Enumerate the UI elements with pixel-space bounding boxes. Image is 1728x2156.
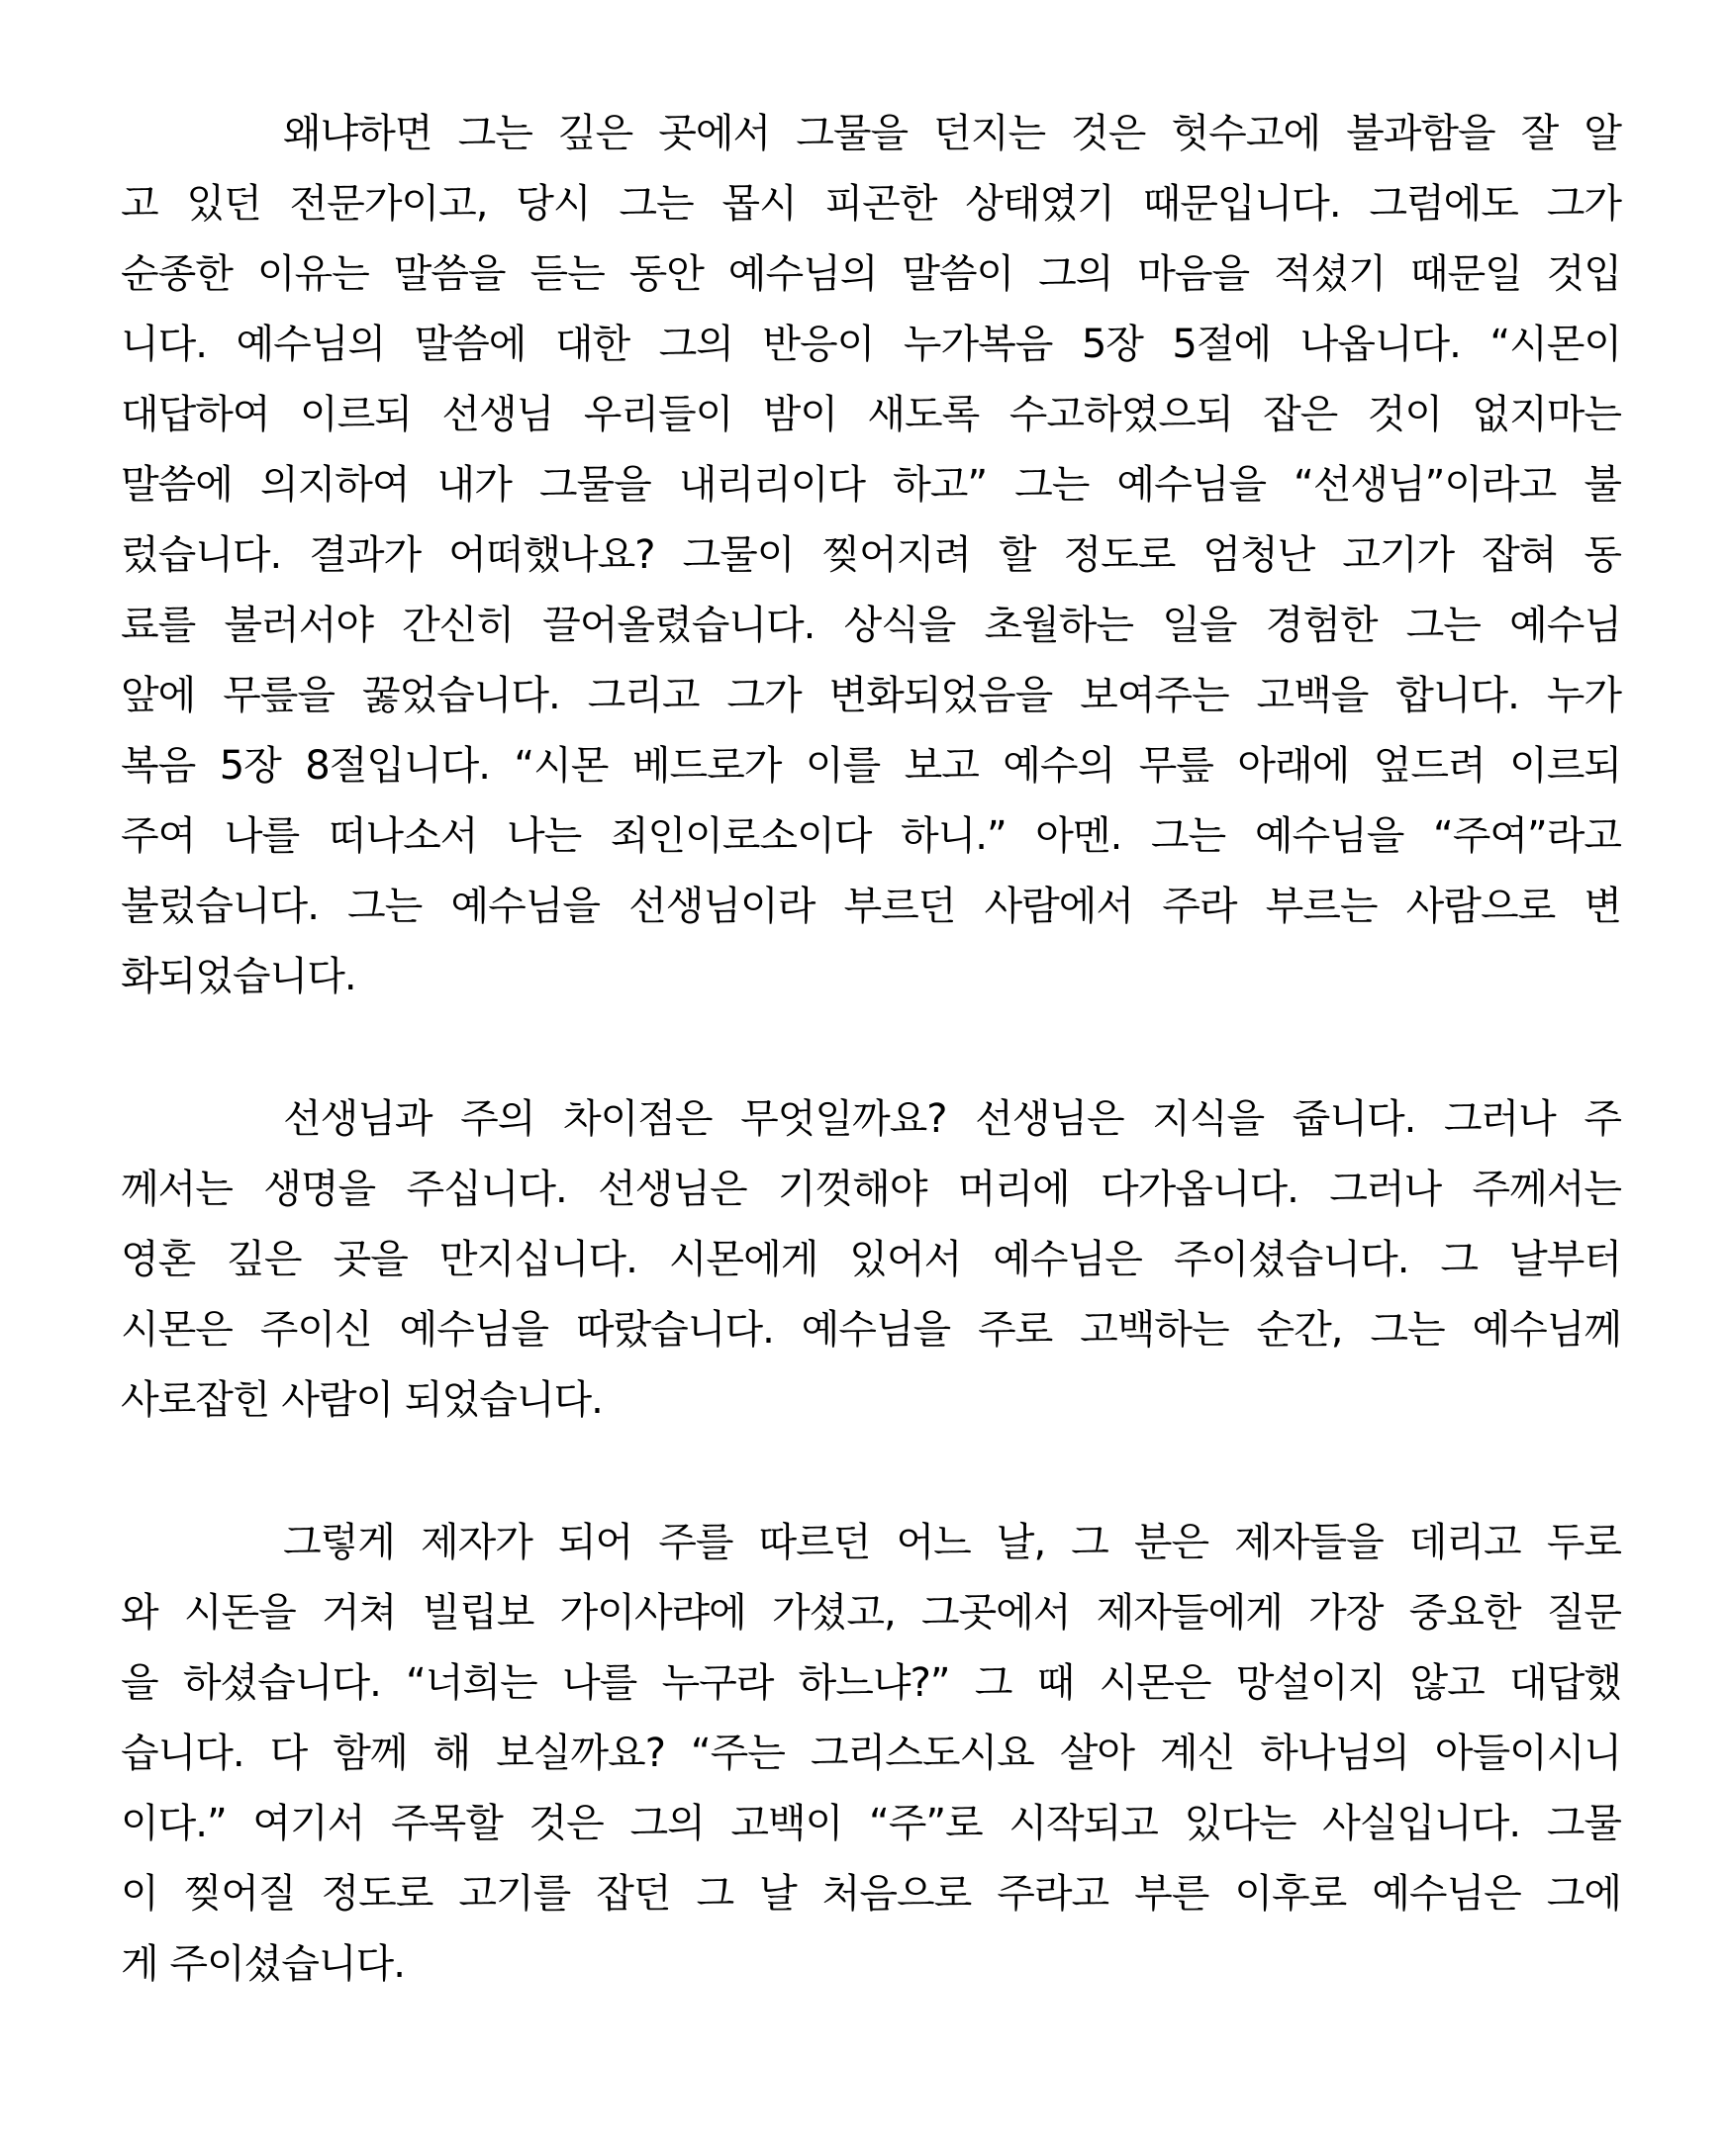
text-line: 왜냐하면 그는 깊은 곳에서 그물을 던지는 것은 헛수고에 불과함을 잘 알 <box>283 111 1621 156</box>
text-line: 시몬은 주이신 예수님을 따랐습니다. 예수님을 주로 고백하는 순간, 그는 예수님께 <box>121 1307 1621 1353</box>
text-line: 와 시돈을 거쳐 빌립보 가이사랴에 가셨고, 그곳에서 제자들에게 가장 중요한 질문 <box>121 1590 1621 1636</box>
text-line: 니다. 예수님의 말씀에 대한 그의 반응이 누가복음 5장 5절에 나옵니다. “시몬이 <box>121 322 1621 367</box>
text-line: 료를 불러서야 간신히 끌어올렸습니다. 상식을 초월하는 일을 경험한 그는 예수님 <box>121 603 1621 648</box>
text-line: 사로잡힌 사람이 되었습니다. <box>121 1377 603 1423</box>
text-line: 이다.” 여기서 주목할 것은 그의 고백이 “주”로 시작되고 있다는 사실입니다. 그물 <box>121 1801 1621 1846</box>
text-line: 말씀에 의지하여 내가 그물을 내리리이다 하고” 그는 예수님을 “선생님”이라고 불 <box>121 462 1621 508</box>
text-line: 이 찢어질 정도로 고기를 잡던 그 날 처음으로 주라고 부른 이후로 예수님은 그에 <box>121 1871 1621 1917</box>
text-line: 그렇게 제자가 되어 주를 따르던 어느 날, 그 분은 제자들을 데리고 두로 <box>283 1520 1621 1565</box>
text-line: 앞에 무릎을 꿇었습니다. 그리고 그가 변화되었음을 보여주는 고백을 합니다. 누가 <box>121 673 1621 718</box>
text-line: 렀습니다. 결과가 어떠했나요? 그물이 찢어지려 할 정도로 엄청난 고기가 잡혀 동 <box>121 532 1621 578</box>
paragraph-3 <box>121 1508 1621 2000</box>
text-line: 화되었습니다. <box>121 954 356 999</box>
text-line: 을 하셨습니다. “너희는 나를 누구라 하느냐?” 그 때 시몬은 망설이지 않고 대답했 <box>121 1660 1621 1706</box>
text-line: 고 있던 전문가이고, 당시 그는 몹시 피곤한 상태였기 때문입니다. 그럼에도 그가 <box>121 181 1621 227</box>
paragraph-gap <box>121 1436 1621 1508</box>
text-line: 순종한 이유는 말씀을 듣는 동안 예수님의 말씀이 그의 마음을 적셨기 때문일 것입 <box>121 251 1621 297</box>
text-line: 영혼 깊은 곳을 만지십니다. 시몬에게 있어서 예수님은 주이셨습니다. 그 날부터 <box>121 1237 1621 1282</box>
text-line: 게 주이셨습니다. <box>121 1941 405 1987</box>
paragraph-1 <box>121 99 1621 1012</box>
text-line: 불렀습니다. 그는 예수님을 선생님이라 부르던 사람에서 주라 부르는 사람으로 변 <box>121 884 1621 929</box>
paragraph-2 <box>121 1084 1621 1436</box>
text-line: 습니다. 다 함께 해 보실까요? “주는 그리스도시요 살아 계신 하나님의 아들이시니 <box>121 1731 1621 1776</box>
text-line: 께서는 생명을 주십니다. 선생님은 기껏해야 머리에 다가옵니다. 그러나 주께서는 <box>121 1167 1621 1212</box>
text-line: 주여 나를 떠나소서 나는 죄인이로소이다 하니.” 아멘. 그는 예수님을 “주여”라고 <box>121 813 1621 859</box>
text-line: 복음 5장 8절입니다. “시몬 베드로가 이를 보고 예수의 무릎 아래에 엎드려 이르되 <box>121 743 1621 789</box>
document-page <box>121 99 1621 2000</box>
paragraph-gap <box>121 1012 1621 1084</box>
text-line: 대답하여 이르되 선생님 우리들이 밤이 새도록 수고하였으되 잡은 것이 없지마는 <box>121 392 1621 437</box>
text-line: 선생님과 주의 차이점은 무엇일까요? 선생님은 지식을 줍니다. 그러나 주 <box>283 1096 1621 1142</box>
